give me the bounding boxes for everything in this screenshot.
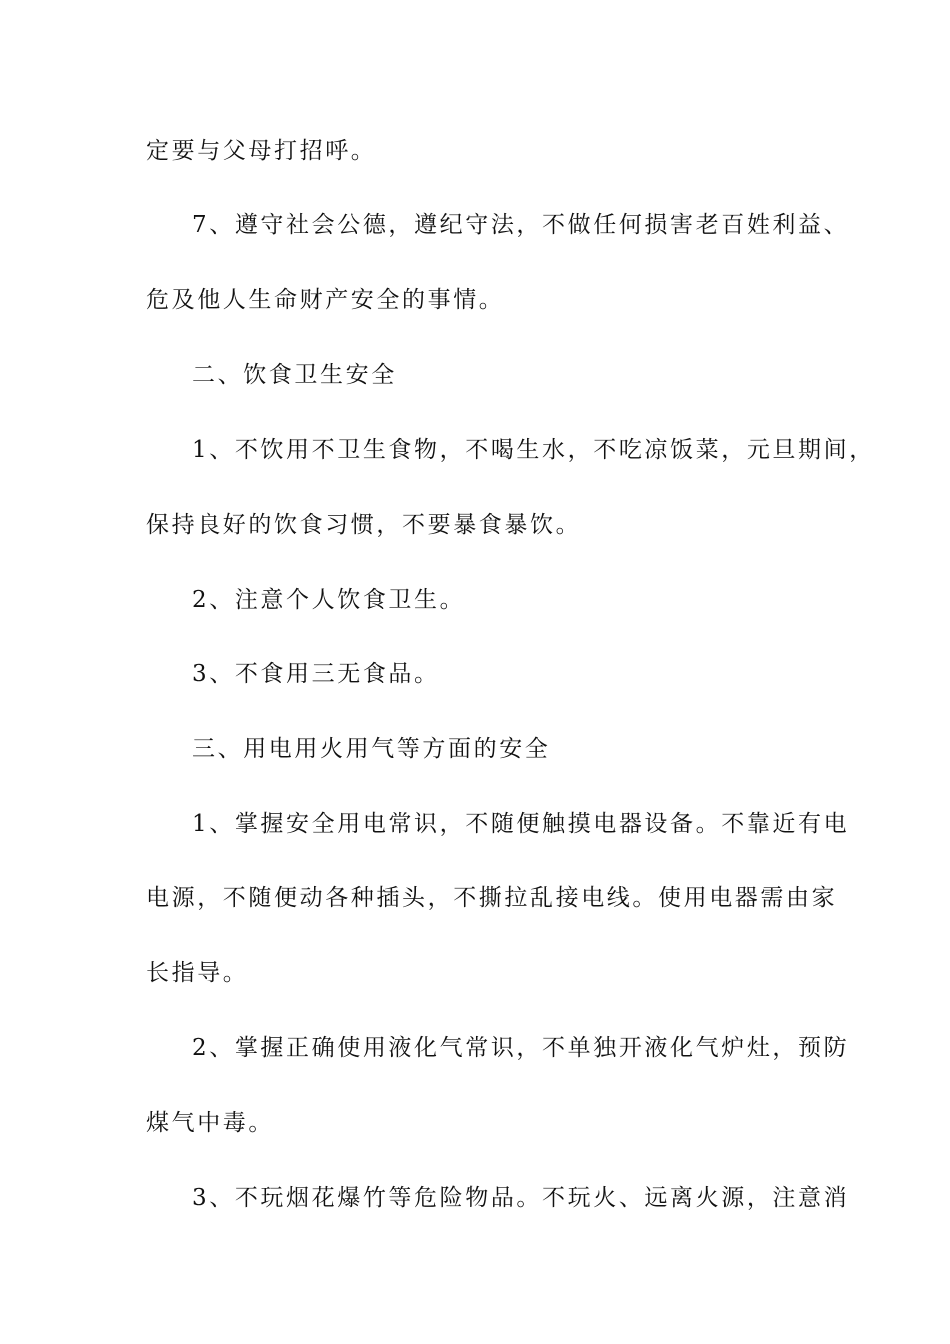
text-line: 3、不食用三无食品。 [192, 661, 440, 687]
text-line: 1、掌握安全用电常识，不随便触摸电器设备。不靠近有电 [192, 811, 850, 837]
text-line: 2、掌握正确使用液化气常识，不单独开液化气炉灶，预防 [192, 1035, 850, 1061]
text-line: 煤气中毒。 [146, 1110, 274, 1136]
text-line: 保持良好的饮食习惯，不要暴食暴饮。 [146, 512, 582, 538]
section-heading: 三、用电用火用气等方面的安全 [192, 736, 551, 762]
text-line: 3、不玩烟花爆竹等危险物品。不玩火、远离火源，注意消 [192, 1185, 850, 1211]
text-line: 定要与父母打招呼。 [146, 138, 377, 164]
text-line: 1、不饮用不卫生食物，不喝生水，不吃凉饭菜，元旦期间， [192, 437, 875, 463]
text-line: 电源，不随便动各种插头，不撕拉乱接电线。使用电器需由家 [146, 885, 838, 911]
text-line: 长指导。 [146, 960, 249, 986]
text-line: 2、注意个人饮食卫生。 [192, 587, 466, 613]
section-heading: 二、饮食卫生安全 [192, 362, 397, 388]
text-line: 7、遵守社会公德，遵纪守法，不做任何损害老百姓利益、 [192, 212, 850, 238]
text-line: 危及他人生命财产安全的事情。 [146, 287, 505, 313]
